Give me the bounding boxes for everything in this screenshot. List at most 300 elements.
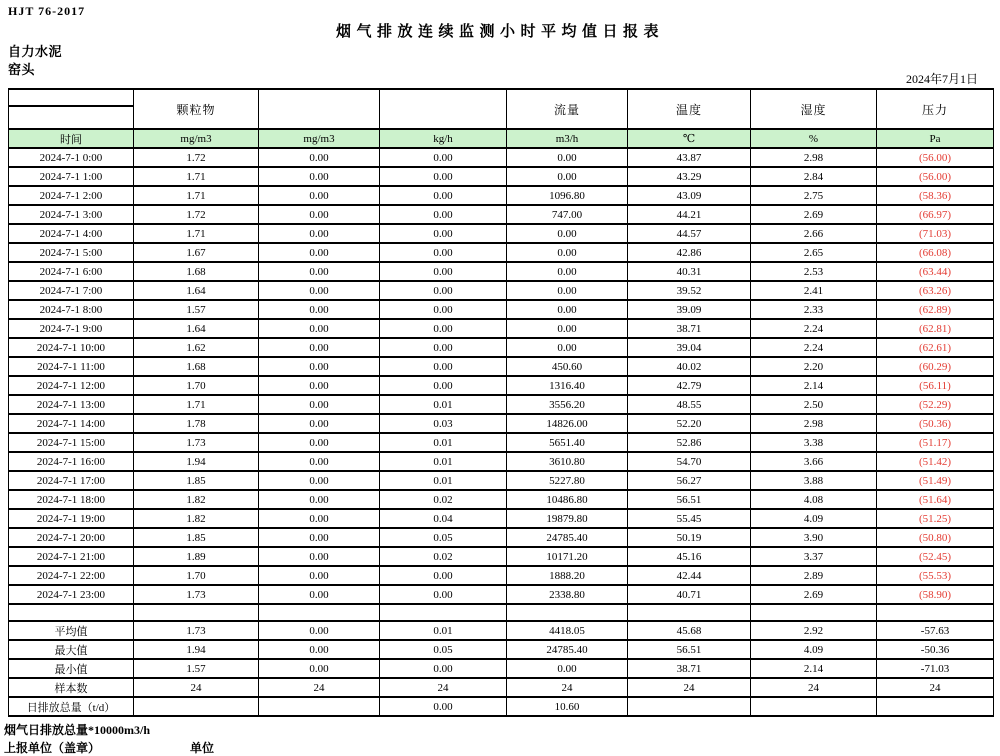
empty-cell: [380, 604, 507, 621]
page-title: 烟气排放连续监测小时平均值日报表: [335, 24, 664, 40]
value-cell: 0.00: [507, 300, 628, 319]
value-cell: 1.70: [134, 376, 259, 395]
value-cell: 1.94: [134, 452, 259, 471]
empty-cell: [507, 604, 628, 621]
value-cell: 0.04: [380, 509, 507, 528]
value-cell: 1.73: [134, 433, 259, 452]
value-cell: 0.00: [507, 148, 628, 167]
value-cell: 0.00: [259, 224, 380, 243]
col-header-flow: 流量: [507, 89, 628, 129]
value-cell: 0.00: [259, 395, 380, 414]
value-cell: 1.71: [134, 224, 259, 243]
spacer-row: [9, 604, 994, 621]
value-cell: 1096.80: [507, 186, 628, 205]
value-cell: 0.00: [507, 319, 628, 338]
value-cell: 1.67: [134, 243, 259, 262]
col-header-blank-3: [380, 89, 507, 129]
value-cell: 2.20: [751, 357, 877, 376]
pressure-cell: (56.11): [877, 376, 994, 395]
time-cell: 2024-7-1 16:00: [9, 452, 134, 471]
summary-value: 24: [507, 678, 628, 697]
value-cell: 1.57: [134, 300, 259, 319]
time-cell: 2024-7-1 6:00: [9, 262, 134, 281]
summary-value: 4418.05: [507, 621, 628, 640]
summary-value: 24: [259, 678, 380, 697]
value-cell: 40.02: [628, 357, 751, 376]
footer-unit-label: 单位: [190, 741, 215, 755]
value-cell: 0.00: [259, 490, 380, 509]
value-cell: 1.71: [134, 186, 259, 205]
value-cell: 0.00: [259, 585, 380, 604]
summary-label: 最大值: [9, 640, 134, 659]
value-cell: 0.00: [507, 224, 628, 243]
value-cell: 5651.40: [507, 433, 628, 452]
col-header-blank-2: [259, 89, 380, 129]
report-date: 2024年7月1日: [905, 72, 978, 86]
value-cell: 0.00: [259, 319, 380, 338]
summary-body: [9, 621, 994, 716]
value-cell: 2.14: [751, 376, 877, 395]
pressure-cell: (66.08): [877, 243, 994, 262]
pressure-cell: (56.00): [877, 167, 994, 186]
data-row: [9, 148, 994, 167]
value-cell: 2.75: [751, 186, 877, 205]
data-row: [9, 300, 994, 319]
value-cell: 3556.20: [507, 395, 628, 414]
col-header-temperature: 温度: [628, 89, 751, 129]
value-cell: 1.73: [134, 585, 259, 604]
value-cell: 39.09: [628, 300, 751, 319]
value-cell: 0.00: [259, 528, 380, 547]
summary-value: 1.73: [134, 621, 259, 640]
summary-value: 0.00: [507, 659, 628, 678]
summary-value: 0.05: [380, 640, 507, 659]
value-cell: 1.62: [134, 338, 259, 357]
value-cell: 44.57: [628, 224, 751, 243]
value-cell: 1.82: [134, 509, 259, 528]
data-row: [9, 376, 994, 395]
value-cell: 0.00: [259, 148, 380, 167]
value-cell: 0.00: [259, 205, 380, 224]
value-cell: 0.05: [380, 528, 507, 547]
value-cell: 42.86: [628, 243, 751, 262]
col-header-pressure: 压力: [877, 89, 994, 129]
value-cell: 40.31: [628, 262, 751, 281]
data-row: [9, 281, 994, 300]
value-cell: 56.51: [628, 490, 751, 509]
data-row: [9, 224, 994, 243]
empty-cell: [877, 604, 994, 621]
unit-particulate: mg/m3: [134, 129, 259, 148]
group-header-row: [9, 89, 994, 106]
data-row: [9, 186, 994, 205]
value-cell: 38.71: [628, 319, 751, 338]
company-name: 自力水泥: [8, 44, 63, 59]
pressure-cell: (62.81): [877, 319, 994, 338]
summary-row: [9, 697, 994, 716]
value-cell: 43.09: [628, 186, 751, 205]
value-cell: 2.24: [751, 338, 877, 357]
value-cell: 10486.80: [507, 490, 628, 509]
value-cell: 1.82: [134, 490, 259, 509]
value-cell: 43.29: [628, 167, 751, 186]
summary-row: [9, 640, 994, 659]
value-cell: 0.02: [380, 490, 507, 509]
summary-row: [9, 659, 994, 678]
value-cell: 0.00: [259, 471, 380, 490]
value-cell: 0.00: [259, 186, 380, 205]
time-cell: 2024-7-1 4:00: [9, 224, 134, 243]
time-cell: 2024-7-1 11:00: [9, 357, 134, 376]
value-cell: 0.00: [259, 300, 380, 319]
value-cell: 0.02: [380, 547, 507, 566]
empty-cell: [9, 604, 134, 621]
value-cell: 44.21: [628, 205, 751, 224]
value-cell: 1.89: [134, 547, 259, 566]
time-cell: 2024-7-1 8:00: [9, 300, 134, 319]
value-cell: 0.00: [380, 167, 507, 186]
pressure-cell: (58.90): [877, 585, 994, 604]
standard-code: HJT 76-2017: [8, 4, 86, 18]
value-cell: 0.00: [259, 167, 380, 186]
value-cell: 56.27: [628, 471, 751, 490]
time-cell: 2024-7-1 17:00: [9, 471, 134, 490]
value-cell: 2.50: [751, 395, 877, 414]
summary-value: 24: [628, 678, 751, 697]
col-header-humidity: 湿度: [751, 89, 877, 129]
summary-value: [259, 697, 380, 716]
value-cell: 1.68: [134, 357, 259, 376]
pressure-cell: (58.36): [877, 186, 994, 205]
summary-value: 24: [134, 678, 259, 697]
pressure-cell: (50.36): [877, 414, 994, 433]
value-cell: 0.01: [380, 471, 507, 490]
value-cell: 0.00: [380, 566, 507, 585]
value-cell: 2.69: [751, 205, 877, 224]
unit-time: 时间: [9, 129, 134, 148]
time-cell: 2024-7-1 20:00: [9, 528, 134, 547]
summary-value: 24: [877, 678, 994, 697]
data-row: [9, 414, 994, 433]
value-cell: 0.00: [380, 300, 507, 319]
value-cell: 0.00: [259, 509, 380, 528]
time-cell: 2024-7-1 5:00: [9, 243, 134, 262]
pressure-cell: (63.26): [877, 281, 994, 300]
col-header-particulate: 颗粒物: [134, 89, 259, 129]
time-cell: 2024-7-1 2:00: [9, 186, 134, 205]
value-cell: 54.70: [628, 452, 751, 471]
pressure-cell: (71.03): [877, 224, 994, 243]
pressure-cell: (62.61): [877, 338, 994, 357]
value-cell: 2.98: [751, 148, 877, 167]
value-cell: 0.01: [380, 452, 507, 471]
value-cell: 4.08: [751, 490, 877, 509]
pressure-cell: (51.49): [877, 471, 994, 490]
value-cell: 2.53: [751, 262, 877, 281]
time-cell: 2024-7-1 7:00: [9, 281, 134, 300]
summary-value: 0.00: [380, 697, 507, 716]
pressure-cell: (51.17): [877, 433, 994, 452]
value-cell: 0.00: [380, 243, 507, 262]
value-cell: 0.01: [380, 433, 507, 452]
unit-col4: kg/h: [380, 129, 507, 148]
value-cell: 1.71: [134, 395, 259, 414]
value-cell: 1.78: [134, 414, 259, 433]
value-cell: 43.87: [628, 148, 751, 167]
unit-flow: m3/h: [507, 129, 628, 148]
value-cell: 0.00: [259, 414, 380, 433]
data-row: [9, 262, 994, 281]
station-name: 窑头: [8, 62, 36, 77]
summary-value: 56.51: [628, 640, 751, 659]
time-cell: 2024-7-1 23:00: [9, 585, 134, 604]
summary-value: -50.36: [877, 640, 994, 659]
value-cell: 5227.80: [507, 471, 628, 490]
data-row: [9, 471, 994, 490]
unit-header-row: [9, 129, 994, 148]
pressure-cell: (51.25): [877, 509, 994, 528]
summary-value: [134, 697, 259, 716]
pressure-cell: (55.53): [877, 566, 994, 585]
summary-value: 2.14: [751, 659, 877, 678]
data-row: [9, 585, 994, 604]
value-cell: 0.00: [507, 281, 628, 300]
value-cell: 1.68: [134, 262, 259, 281]
value-cell: 39.04: [628, 338, 751, 357]
data-row: [9, 433, 994, 452]
value-cell: 1316.40: [507, 376, 628, 395]
value-cell: 42.79: [628, 376, 751, 395]
summary-value: [751, 697, 877, 716]
value-cell: 0.00: [507, 243, 628, 262]
time-cell: 2024-7-1 0:00: [9, 148, 134, 167]
value-cell: 48.55: [628, 395, 751, 414]
value-cell: 0.00: [380, 224, 507, 243]
value-cell: 0.00: [259, 338, 380, 357]
summary-value: 0.00: [380, 659, 507, 678]
summary-row: [9, 678, 994, 697]
summary-value: 1.57: [134, 659, 259, 678]
value-cell: 0.00: [259, 566, 380, 585]
summary-label: 样本数: [9, 678, 134, 697]
data-row: [9, 509, 994, 528]
summary-label: 平均值: [9, 621, 134, 640]
value-cell: 0.00: [259, 357, 380, 376]
data-row: [9, 357, 994, 376]
value-cell: 747.00: [507, 205, 628, 224]
unit-pressure: Pa: [877, 129, 994, 148]
summary-value: 24785.40: [507, 640, 628, 659]
summary-value: 0.00: [259, 659, 380, 678]
value-cell: 2.65: [751, 243, 877, 262]
value-cell: 1.85: [134, 528, 259, 547]
value-cell: 4.09: [751, 509, 877, 528]
value-cell: 50.19: [628, 528, 751, 547]
unit-temperature: ℃: [628, 129, 751, 148]
value-cell: 3.88: [751, 471, 877, 490]
time-cell: 2024-7-1 1:00: [9, 167, 134, 186]
pressure-cell: (56.00): [877, 148, 994, 167]
value-cell: 1.70: [134, 566, 259, 585]
summary-value: 1.94: [134, 640, 259, 659]
time-cell: 2024-7-1 10:00: [9, 338, 134, 357]
value-cell: 1888.20: [507, 566, 628, 585]
summary-value: 24: [751, 678, 877, 697]
time-cell: 2024-7-1 22:00: [9, 566, 134, 585]
value-cell: 3.38: [751, 433, 877, 452]
value-cell: 10171.20: [507, 547, 628, 566]
value-cell: 19879.80: [507, 509, 628, 528]
time-cell: 2024-7-1 18:00: [9, 490, 134, 509]
hourly-data-body: [9, 148, 994, 621]
value-cell: 2.69: [751, 585, 877, 604]
value-cell: 1.72: [134, 205, 259, 224]
value-cell: 0.00: [380, 205, 507, 224]
pressure-cell: (52.45): [877, 547, 994, 566]
data-row: [9, 167, 994, 186]
monitoring-table: [8, 88, 994, 717]
value-cell: 2.98: [751, 414, 877, 433]
value-cell: 2338.80: [507, 585, 628, 604]
value-cell: 1.72: [134, 148, 259, 167]
value-cell: 450.60: [507, 357, 628, 376]
value-cell: 52.20: [628, 414, 751, 433]
value-cell: 2.66: [751, 224, 877, 243]
value-cell: 3.37: [751, 547, 877, 566]
value-cell: 2.89: [751, 566, 877, 585]
value-cell: 0.00: [259, 243, 380, 262]
summary-value: 0.00: [259, 640, 380, 659]
time-cell: 2024-7-1 21:00: [9, 547, 134, 566]
pressure-cell: (63.44): [877, 262, 994, 281]
pressure-cell: (51.64): [877, 490, 994, 509]
pressure-cell: (50.80): [877, 528, 994, 547]
pressure-cell: (62.89): [877, 300, 994, 319]
empty-cell: [134, 604, 259, 621]
value-cell: 1.85: [134, 471, 259, 490]
time-cell: 2024-7-1 13:00: [9, 395, 134, 414]
pressure-cell: (66.97): [877, 205, 994, 224]
empty-cell: [751, 604, 877, 621]
data-row: [9, 338, 994, 357]
value-cell: 45.16: [628, 547, 751, 566]
summary-value: 10.60: [507, 697, 628, 716]
summary-value: 4.09: [751, 640, 877, 659]
footer-note: 烟气日排放总量*10000m3/h: [4, 723, 151, 737]
summary-row: [9, 621, 994, 640]
header-blank-bottom-cell: [9, 106, 134, 129]
summary-value: [628, 697, 751, 716]
summary-value: 0.00: [259, 621, 380, 640]
summary-value: 45.68: [628, 621, 751, 640]
summary-value: [877, 697, 994, 716]
value-cell: 40.71: [628, 585, 751, 604]
summary-value: 0.01: [380, 621, 507, 640]
value-cell: 0.00: [259, 376, 380, 395]
value-cell: 0.00: [259, 281, 380, 300]
value-cell: 0.00: [380, 585, 507, 604]
footer-report-unit: 上报单位（盖章）: [4, 741, 101, 755]
value-cell: 2.24: [751, 319, 877, 338]
value-cell: 0.00: [380, 281, 507, 300]
summary-value: -71.03: [877, 659, 994, 678]
value-cell: 42.44: [628, 566, 751, 585]
data-row: [9, 547, 994, 566]
data-row: [9, 319, 994, 338]
value-cell: 1.64: [134, 281, 259, 300]
value-cell: 0.00: [507, 262, 628, 281]
time-cell: 2024-7-1 14:00: [9, 414, 134, 433]
value-cell: 0.00: [259, 547, 380, 566]
value-cell: 0.00: [380, 376, 507, 395]
value-cell: 3.90: [751, 528, 877, 547]
value-cell: 0.00: [380, 319, 507, 338]
summary-value: 38.71: [628, 659, 751, 678]
data-row: [9, 452, 994, 471]
summary-label: 日排放总量（t/d）: [9, 697, 134, 716]
summary-value: 24: [380, 678, 507, 697]
value-cell: 0.00: [259, 262, 380, 281]
value-cell: 2.41: [751, 281, 877, 300]
data-row: [9, 528, 994, 547]
value-cell: 0.00: [380, 148, 507, 167]
value-cell: 3.66: [751, 452, 877, 471]
time-cell: 2024-7-1 9:00: [9, 319, 134, 338]
value-cell: 2.33: [751, 300, 877, 319]
value-cell: 0.03: [380, 414, 507, 433]
value-cell: 2.84: [751, 167, 877, 186]
pressure-cell: (60.29): [877, 357, 994, 376]
value-cell: 0.00: [507, 338, 628, 357]
time-cell: 2024-7-1 12:00: [9, 376, 134, 395]
value-cell: 0.00: [380, 338, 507, 357]
value-cell: 24785.40: [507, 528, 628, 547]
summary-value: 2.92: [751, 621, 877, 640]
time-cell: 2024-7-1 15:00: [9, 433, 134, 452]
time-cell: 2024-7-1 19:00: [9, 509, 134, 528]
value-cell: 3610.80: [507, 452, 628, 471]
value-cell: 52.86: [628, 433, 751, 452]
time-cell: 2024-7-1 3:00: [9, 205, 134, 224]
value-cell: 0.01: [380, 395, 507, 414]
data-row: [9, 395, 994, 414]
data-row: [9, 566, 994, 585]
value-cell: 1.71: [134, 167, 259, 186]
value-cell: 1.64: [134, 319, 259, 338]
value-cell: 0.00: [380, 186, 507, 205]
pressure-cell: (52.29): [877, 395, 994, 414]
value-cell: 0.00: [380, 262, 507, 281]
value-cell: 0.00: [259, 433, 380, 452]
value-cell: 0.00: [259, 452, 380, 471]
summary-label: 最小值: [9, 659, 134, 678]
empty-cell: [259, 604, 380, 621]
empty-cell: [628, 604, 751, 621]
value-cell: 0.00: [380, 357, 507, 376]
pressure-cell: (51.42): [877, 452, 994, 471]
summary-value: -57.63: [877, 621, 994, 640]
unit-humidity: %: [751, 129, 877, 148]
value-cell: 14826.00: [507, 414, 628, 433]
header-blank-top-cell: [9, 89, 134, 106]
unit-col3: mg/m3: [259, 129, 380, 148]
value-cell: 55.45: [628, 509, 751, 528]
value-cell: 39.52: [628, 281, 751, 300]
value-cell: 0.00: [507, 167, 628, 186]
data-row: [9, 490, 994, 509]
data-row: [9, 243, 994, 262]
data-row: [9, 205, 994, 224]
